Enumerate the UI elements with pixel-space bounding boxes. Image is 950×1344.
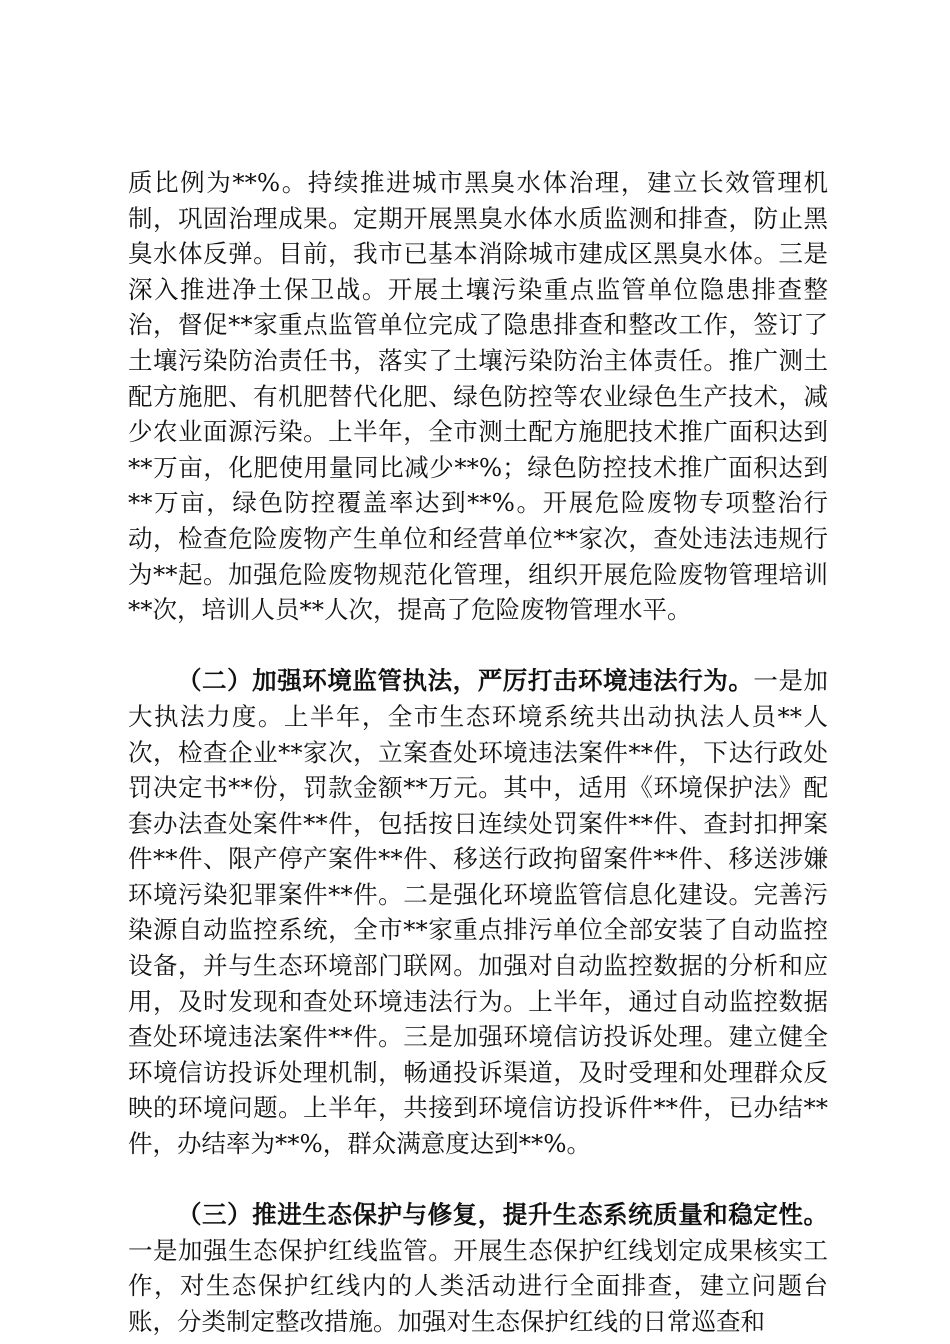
document-body (128, 165, 828, 1340)
paragraph-text: 质比例为**%。持续推进城市黑臭水体治理，建立长效管理机制，巩固治理成果。定期开展黑臭水体水质监测和排查，防止黑臭水体反弹。目前，我市已基本消除城市建成区黑臭水体。三是深入推进净土保卫战。开展土壤污染重点监管单位隐患排查整治，督促**家重点监管单位完成了隐患排查和整改工作，签订了土壤污染防治责任书，落实了土壤污染防治主体责任。推广测土配方施肥、有机肥替代化肥、绿色防控等农业绿色生产技术，减少农业面源污染。上半年，全市测土配方施肥技术推广面积达到**万亩，化肥使用量同比减少**%；绿色防控技术推广面积达到**万亩，绿色防控覆盖率达到**%。开展危险废物专项整治行动，检查危险废物产生单位和经营单位**家次，查处违法违规行为**起。加强危险废物规范化管理，组织开展危险废物管理培训**次，培训人员**人次，提高了危险废物管理水平。 (128, 168, 828, 625)
paragraph-continued (128, 165, 828, 628)
section-heading: （二）加强环境监管执法，严厉打击环境违法行为。 (177, 666, 754, 696)
paragraph-section-3 (128, 1197, 828, 1339)
paragraph-section-2 (128, 663, 828, 1161)
paragraph-gap (128, 1162, 828, 1198)
paragraph-text: 一是加大执法力度。上半年，全市生态环境系统共出动执法人员**人次，检查企业**家次，立案查处环境违法案件**件，下达行政处罚决定书**份，罚款金额**万元。其中，适用《环境保护法》配套办法查处案件**件，包括按日连续处罚案件**件、查封扣押案件**件、限产停产案件**件、移送行政拘留案件**件、移送涉嫌环境污染犯罪案件**件。二是强化环境监管信息化建设。完善污染源自动监控系统，全市**家重点排污单位全部安装了自动监控设备，并与生态环境部门联网。加强对自动监控数据的分析和应用，及时发现和查处环境违法行为。上半年，通过自动监控数据查处环境违法案件**件。三是加强环境信访投诉处理。建立健全环境信访投诉处理机制，畅通投诉渠道，及时受理和处理群众反映的环境问题。上半年，共接到环境信访投诉件**件，已办结**件，办结率为**%，群众满意度达到**%。 (128, 666, 829, 1159)
paragraph-text: 一是加强生态保护红线监管。开展生态保护红线划定成果核实工作，对生态保护红线内的人类活动进行全面排查，建立问题台账，分类制定整改措施。加强对生态保护红线的日常巡查和 (128, 1235, 828, 1336)
paragraph-gap (128, 628, 828, 664)
section-heading: （三）推进生态保护与修复，提升生态系统质量和稳定性。 (177, 1200, 828, 1230)
